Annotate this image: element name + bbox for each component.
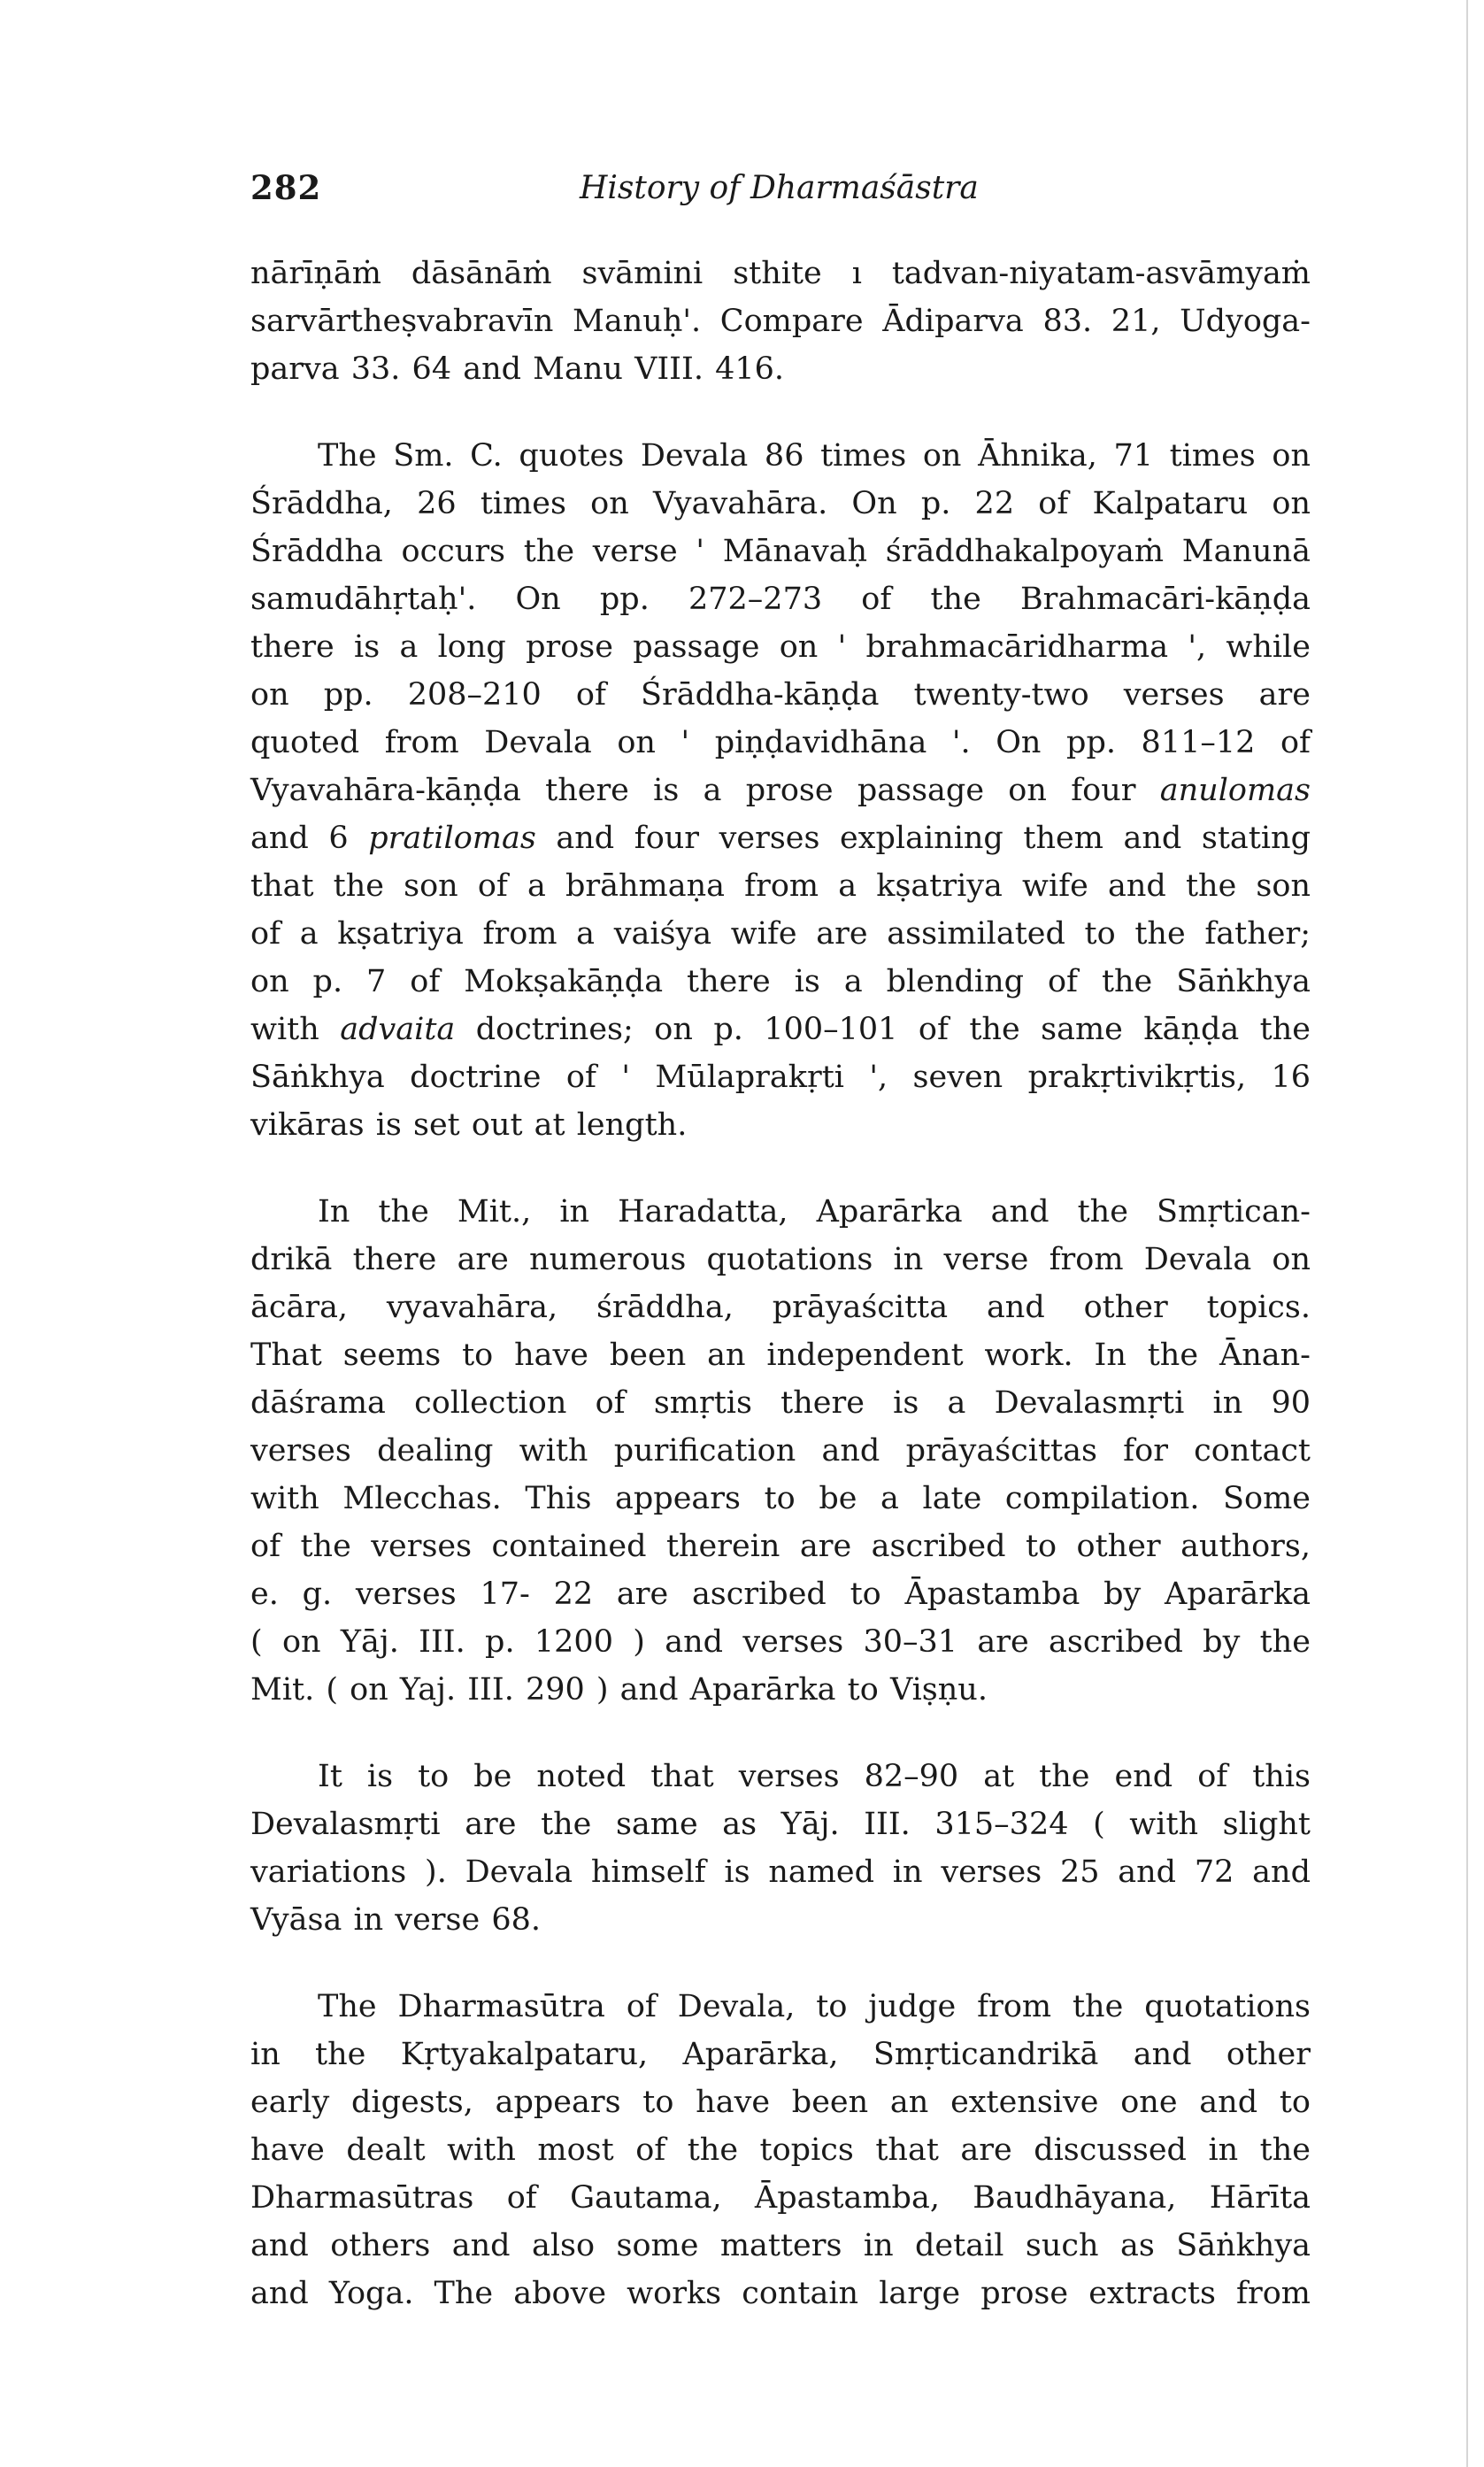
paragraph — [250, 1983, 1311, 2317]
text-line: samudāhṛtaḥ'. On pp. 272–273 of the Brahmacāri-kāṇḍa — [250, 582, 1311, 617]
text-line: in the Kṛtyakalpataru, Aparārka, Smṛticandrikā and other — [250, 2037, 1311, 2072]
page-body — [250, 250, 1311, 2317]
text-line: In the Mit., in Haradatta, Aparārka and the Smṛtican- — [318, 1194, 1311, 1230]
text-line: of a kṣatriya from a vaiśya wife are assimilated to the father; — [250, 916, 1311, 952]
running-title: History of Dharmaśāstra — [580, 170, 979, 206]
text-line: early digests, appears to have been an extensive one and to — [250, 2085, 1311, 2120]
text-line: ācāra, vyavahāra, śrāddha, prāyaścitta and other topics. — [250, 1290, 1311, 1325]
text-line: on pp. 208–210 of Śrāddha-kāṇḍa twenty-two verses are — [250, 677, 1311, 713]
text-line: Dharmasūtras of Gautama, Āpastamba, Baudhāyana, Hārīta — [250, 2180, 1311, 2216]
text-line: there is a long prose passage on ' brahmacāridharma ', while — [250, 629, 1311, 665]
text-line: and 6 pratilomas and four verses explaining them and stating — [250, 821, 1311, 856]
paragraph — [250, 1753, 1311, 1944]
text-line: on p. 7 of Mokṣakāṇḍa there is a blending of the Sāṅkhya — [250, 964, 1311, 999]
text-line: Vyavahāra-kāṇḍa there is a prose passage on four anulomas — [250, 773, 1311, 808]
paragraph — [250, 250, 1311, 393]
text-line: nārīṇāṁ dāsānāṁ svāmini sthite ı tadvan-niyatam-asvāmyaṁ — [250, 256, 1311, 291]
text-line: dāśrama collection of smṛtis there is a Devalasmṛti in 90 — [250, 1385, 1311, 1421]
text-line: that the son of a brāhmaṇa from a kṣatriya wife and the son — [250, 868, 1311, 904]
text-line: The Sm. C. quotes Devala 86 times on Āhnika, 71 times on — [318, 438, 1311, 474]
text-line: Śrāddha, 26 times on Vyavahāra. On p. 22 of Kalpataru on — [250, 486, 1311, 521]
text-line: variations ). Devala himself is named in verses 25 and 72 and — [250, 1854, 1311, 1890]
paragraph — [250, 432, 1311, 1149]
text-line: Devalasmṛti are the same as Yāj. III. 315–324 ( with slight — [250, 1807, 1311, 1842]
page-number: 282 — [250, 168, 322, 207]
text-line: drikā there are numerous quotations in verse from Devala on — [250, 1242, 1311, 1277]
text-line: It is to be noted that verses 82–90 at the end of this — [318, 1759, 1311, 1794]
text-line: vikāras is set out at length. — [250, 1107, 688, 1143]
text-line: Sāṅkhya doctrine of ' Mūlaprakṛti ', seven prakṛtivikṛtis, 16 — [250, 1060, 1311, 1095]
text-line: quoted from Devala on ' piṇḍavidhāna '. On pp. 811–12 of — [250, 725, 1311, 760]
page-edge-rule — [1466, 0, 1468, 2467]
text-line: e. g. verses 17- 22 are ascribed to Āpastamba by Aparārka — [250, 1577, 1311, 1612]
text-line: verses dealing with purification and prāyaścittas for contact — [250, 1433, 1311, 1469]
text-line: The Dharmasūtra of Devala, to judge from the quotations — [318, 1989, 1311, 2024]
text-line: Vyāsa in verse 68. — [250, 1902, 541, 1938]
text-line: with Mlecchas. This appears to be a late compilation. Some — [250, 1481, 1311, 1516]
paragraph — [250, 1188, 1311, 1714]
text-line: Mit. ( on Yaj. III. 290 ) and Aparārka to Viṣṇu. — [250, 1672, 988, 1708]
text-line: and Yoga. The above works contain large prose extracts from — [250, 2276, 1311, 2311]
text-line: That seems to have been an independent work. In the Ānan- — [250, 1338, 1311, 1373]
text-line: parva 33. 64 and Manu VIII. 416. — [250, 351, 785, 387]
text-line: and others and also some matters in detail such as Sāṅkhya — [250, 2228, 1311, 2263]
text-line: ( on Yāj. III. p. 1200 ) and verses 30–31 are ascribed by the — [250, 1624, 1311, 1660]
text-line: with advaita doctrines; on p. 100–101 of the same kāṇḍa the — [250, 1012, 1311, 1047]
text-line: Śrāddha occurs the verse ' Mānavaḥ śrāddhakalpoyaṁ Manunā — [250, 534, 1311, 569]
text-line: of the verses contained therein are ascribed to other authors, — [250, 1529, 1311, 1564]
text-line: sarvārtheṣvabravīn Manuḥ'. Compare Ādiparva 83. 21, Udyoga- — [250, 304, 1311, 339]
text-line: have dealt with most of the topics that are discussed in the — [250, 2132, 1311, 2168]
